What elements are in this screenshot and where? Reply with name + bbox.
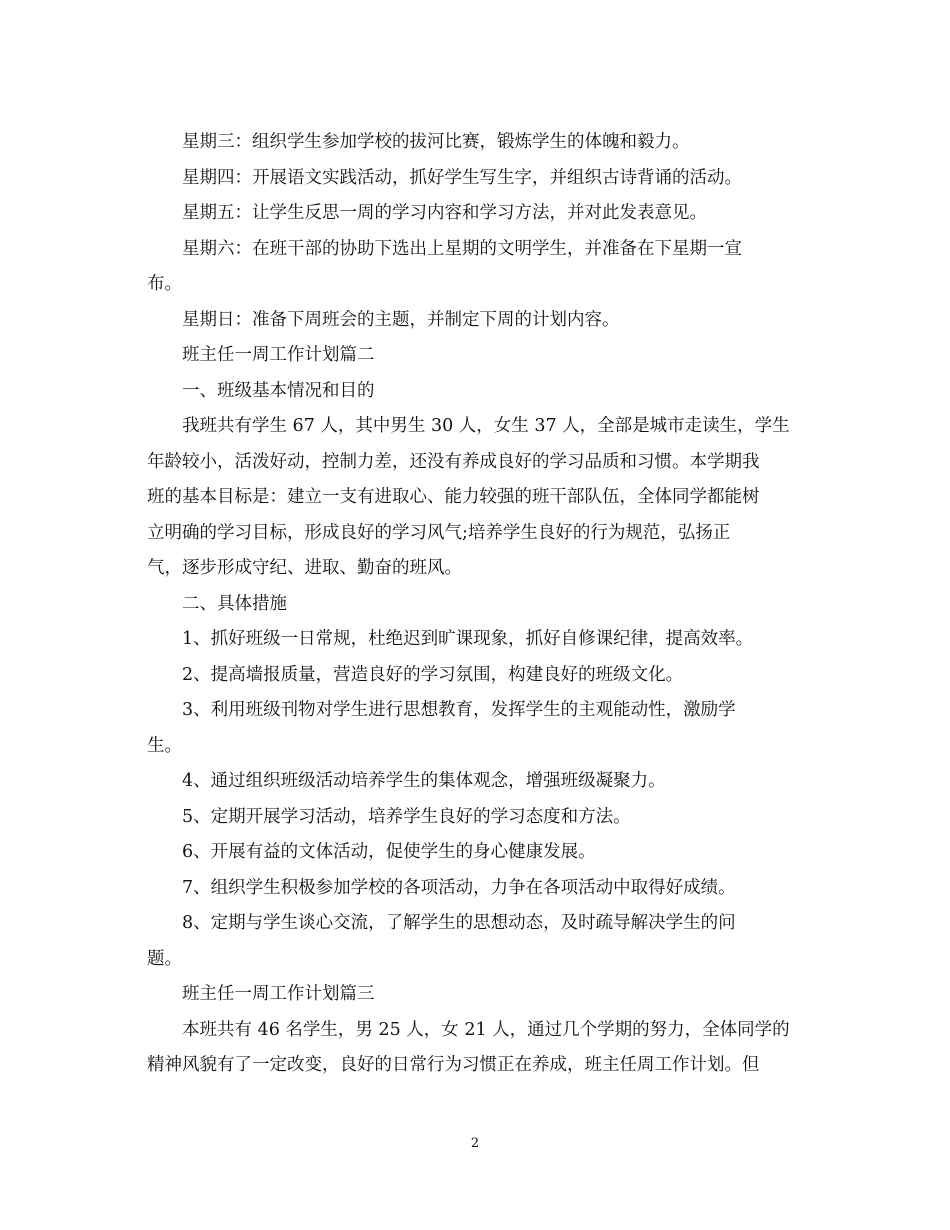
text-line: 本班共有 46 名学生，男 25 人，女 21 人，通过几个学期的努力，全体同学的 (182, 1019, 790, 1040)
paragraph-friday (147, 196, 807, 232)
text-line: 4、通过组织班级活动培养学生的集体观念，增强班级凝聚力。 (182, 771, 666, 791)
list-item-measure-3 (147, 693, 807, 764)
page-number: 2 (470, 1136, 480, 1151)
text-line: 题。 (147, 948, 182, 969)
text-line: 班主任一周工作计划篇三 (182, 984, 375, 1004)
text-line: 星期日：准备下周班会的主题，并制定下周的计划内容。 (182, 309, 620, 330)
list-item-measure-1 (147, 622, 807, 658)
text-line: 我班共有学生 67 人，其中男生 30 人，女生 37 人，全部是城市走读生，学生 (182, 416, 790, 436)
list-item-measure-2 (147, 658, 807, 694)
text-line: 气，逐步形成守纪、进取、勤奋的班风。 (147, 558, 462, 578)
list-item-measure-5 (147, 800, 807, 836)
text-line: 星期四：开展语文实践活动，抓好学生写生字，并组织古诗背诵的活动。 (182, 167, 742, 188)
text-line: 立明确的学习目标，形成良好的学习风气;培养学生良好的行为规范，弘扬正 (147, 522, 731, 543)
text-line: 星期五：让学生反思一周的学习内容和学习方法，并对此发表意见。 (182, 203, 707, 223)
text-line: 二、具体措施 (182, 593, 287, 614)
list-item-measure-4 (147, 764, 807, 800)
text-line: 班的基本目标是：建立一支有进取心、能力较强的班干部队伍，全体同学都能树 (147, 487, 760, 507)
text-line: 1、抓好班级一日常规，杜绝迟到旷课现象，抓好自修课纪律，提高效率。 (182, 629, 754, 649)
text-line: 班主任一周工作计划篇二 (182, 345, 375, 365)
text-line: 星期六：在班干部的协助下选出上星期的文明学生，并准备在下星期一宣 (182, 238, 742, 259)
list-item-measure-6 (147, 835, 807, 871)
paragraph-part-three-intro (147, 1013, 807, 1084)
list-item-measure-7 (147, 871, 807, 907)
text-line: 生。 (147, 735, 182, 756)
section-heading-part-three (147, 977, 807, 1013)
paragraph-wednesday (147, 125, 807, 161)
text-line: 精神风貌有了一定改变，良好的日常行为习惯正在养成，班主任周工作计划。但 (147, 1055, 760, 1075)
subheading-class-info (147, 374, 807, 410)
text-line: 年龄较小，活泼好动，控制力差，还没有养成良好的学习品质和习惯。本学期我 (147, 451, 760, 472)
paragraph-saturday (147, 232, 807, 303)
text-line: 6、开展有益的文体活动，促使学生的身心健康发展。 (182, 842, 596, 862)
text-line: 一、班级基本情况和目的 (182, 380, 375, 401)
text-line: 星期三：组织学生参加学校的拔河比赛，锻炼学生的体魄和毅力。 (182, 132, 690, 152)
paragraph-thursday (147, 161, 807, 197)
section-heading-part-two (147, 338, 807, 374)
text-line: 布。 (147, 274, 182, 294)
text-line: 7、组织学生积极参加学校的各项活动，力争在各项活动中取得好成绩。 (182, 877, 736, 898)
document-body (147, 125, 807, 1084)
list-item-measure-8 (147, 906, 807, 977)
subheading-measures (147, 587, 807, 623)
paragraph-class-info (147, 409, 807, 587)
text-line: 5、定期开展学习活动，培养学生良好的学习态度和方法。 (182, 806, 631, 827)
text-line: 3、利用班级刊物对学生进行思想教育，发挥学生的主观能动性，激励学 (182, 700, 736, 720)
text-line: 2、提高墙报质量，营造良好的学习氛围，构建良好的班级文化。 (182, 664, 684, 685)
text-line: 8、定期与学生谈心交流，了解学生的思想动态，及时疏导解决学生的问 (182, 913, 736, 933)
paragraph-sunday (147, 303, 807, 339)
